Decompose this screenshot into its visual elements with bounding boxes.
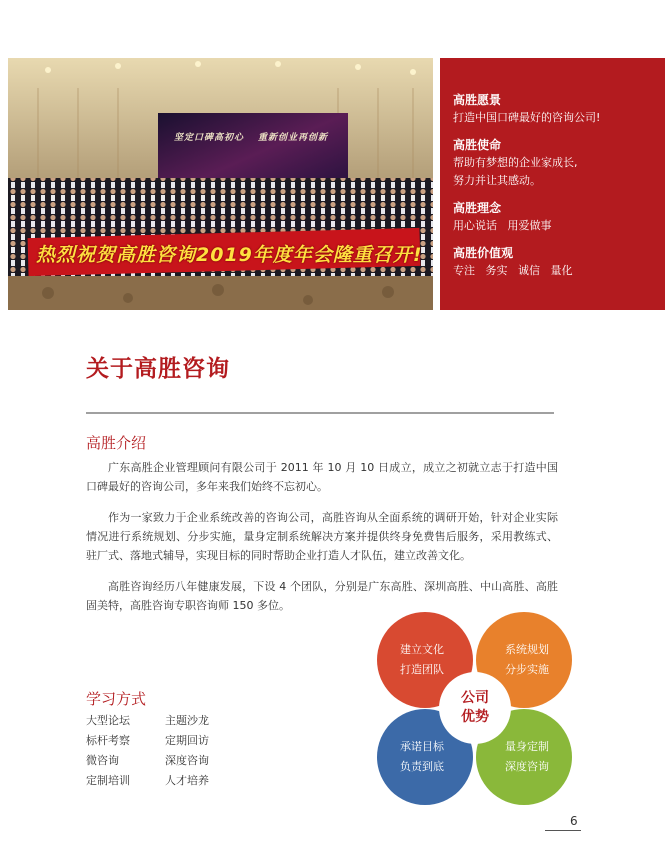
intro-paragraph: 作为一家致力于企业系统改善的咨询公司，高胜咨询从全面系统的调研开始，针对企业实际情况进行系统规划、分步实施，量身定制系统解决方案并提供终身免费售后服务，采用教练式、驻厂式、落地式辅导，实现目标的同时帮助企业打造人才队伍，建立改善文化。 bbox=[86, 511, 558, 562]
mission-block bbox=[453, 137, 665, 190]
advantage-line: 承诺目标 bbox=[400, 740, 444, 753]
intro-body bbox=[86, 458, 558, 627]
mission-text-line-1: 帮助有梦想的企业家成长, bbox=[453, 156, 578, 169]
intro-paragraph: 广东高胜企业管理顾问有限公司于 2011 年 10 月 10 日成立，成立之初就立志于打造中国口碑最好的咨询公司，多年来我们始终不忘初心。 bbox=[86, 461, 558, 493]
learning-method-item: 人才培养 bbox=[165, 774, 209, 787]
page-number-underline bbox=[545, 830, 581, 831]
vision-text: 打造中国口碑最好的咨询公司! bbox=[453, 111, 601, 124]
advantage-line: 建立文化 bbox=[400, 643, 444, 656]
mission-title: 高胜使命 bbox=[453, 138, 502, 152]
center-line: 公司 bbox=[461, 690, 489, 706]
philosophy-text: 用心说话 用爱做事 bbox=[453, 219, 552, 232]
advantages-diagram bbox=[375, 612, 575, 807]
learning-heading: 学习方式 bbox=[86, 690, 147, 708]
title-divider bbox=[86, 412, 554, 414]
learning-methods-list bbox=[86, 712, 246, 789]
core-values-text: 专注 务实 诚信 量化 bbox=[453, 264, 573, 277]
advantage-line: 打造团队 bbox=[400, 663, 444, 676]
screen-slogan-left: 坚定口碑高初心 bbox=[174, 133, 245, 143]
group-photo bbox=[8, 58, 433, 310]
learning-method-item: 主题沙龙 bbox=[165, 714, 209, 727]
group-photo-illustration bbox=[8, 58, 433, 310]
philosophy-block bbox=[453, 200, 665, 235]
learning-method-item: 大型论坛 bbox=[86, 714, 130, 727]
learning-method-item: 定制培训 bbox=[86, 774, 130, 787]
intro-paragraph: 高胜咨询经历八年健康发展，下设 4 个团队，分别是广东高胜、深圳高胜、中山高胜、高胜固美特，高胜咨询专职咨询师 150 多位。 bbox=[86, 580, 558, 612]
screen-slogan-right: 重新创业再创新 bbox=[258, 133, 329, 143]
advantages-center-label bbox=[439, 672, 511, 744]
advantage-line: 系统规划 bbox=[505, 643, 549, 656]
advantage-line: 深度咨询 bbox=[505, 760, 549, 773]
mission-text-line-2: 努力并让其感动。 bbox=[453, 174, 541, 187]
advantage-line: 分步实施 bbox=[505, 663, 549, 676]
learning-method-item: 微咨询 bbox=[86, 754, 119, 767]
vision-block bbox=[453, 92, 665, 127]
philosophy-title: 高胜理念 bbox=[453, 201, 502, 215]
page-number: 6 bbox=[570, 814, 578, 828]
advantage-line: 负责到底 bbox=[400, 760, 444, 773]
core-values-title: 高胜价值观 bbox=[453, 246, 514, 260]
page-title: 关于高胜咨询 bbox=[86, 356, 230, 382]
intro-heading: 高胜介绍 bbox=[86, 434, 147, 452]
advantage-line: 量身定制 bbox=[505, 740, 549, 753]
banner-text: 热烈祝贺高胜咨询2019年度年会隆重召开! bbox=[36, 244, 423, 266]
learning-method-item: 标杆考察 bbox=[86, 734, 130, 747]
center-line: 优势 bbox=[461, 709, 489, 725]
vision-title: 高胜愿景 bbox=[453, 93, 502, 107]
learning-method-item: 深度咨询 bbox=[165, 754, 209, 767]
core-values-block bbox=[453, 245, 665, 280]
values-panel bbox=[440, 58, 665, 310]
learning-method-item: 定期回访 bbox=[165, 734, 209, 747]
